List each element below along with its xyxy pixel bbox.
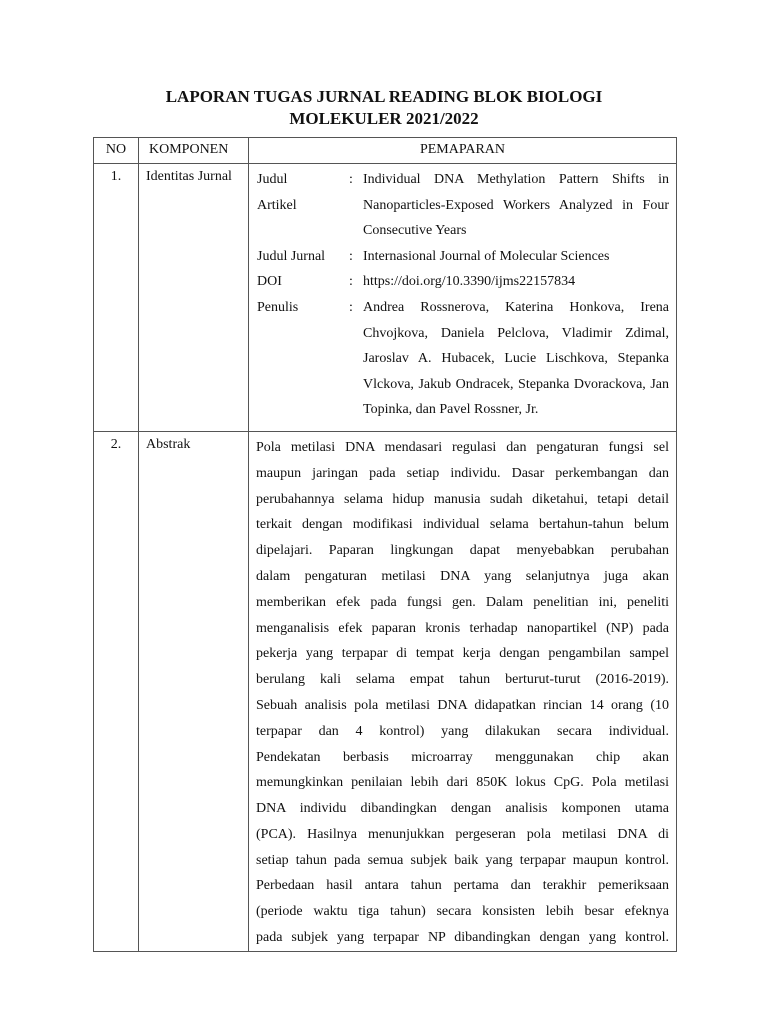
abstract-line: pekerja yang terpapar di tempat kerja dengan pengambilan sampel xyxy=(256,646,669,662)
field-value: https://doi.org/10.3390/ijms22157834 xyxy=(363,274,576,290)
row-komponen: Abstrak xyxy=(139,431,249,951)
abstract-line: terkait dengan modifikasi individual selama bertahun-tahun belum xyxy=(256,517,669,533)
header-no: NO xyxy=(94,138,139,164)
document-title xyxy=(90,86,678,130)
abstract-text xyxy=(249,432,676,951)
report-table xyxy=(93,137,677,952)
field-key: Judul Jurnal xyxy=(257,248,326,264)
abstract-line: perubahannya selama hidup manusia sudah diketahui, tetapi detail xyxy=(256,491,669,507)
abstract-line: memberikan efek pada fungsi gen. Dalam penelitian ini, peneliti xyxy=(256,594,669,610)
abstract-line: pada subjek yang terpapar NP dibandingkan dengan yang kontrol. xyxy=(256,930,669,946)
title-line-1: LAPORAN TUGAS JURNAL READING BLOK BIOLOGI xyxy=(165,87,603,106)
abstract-cell xyxy=(249,431,677,951)
abstract-line: (periode waktu tiga tahun) secara konsisten lebih besar efeknya xyxy=(256,904,669,920)
title-line-2: MOLEKULER 2021/2022 xyxy=(289,109,479,128)
header-pemaparan: PEMAPARAN xyxy=(249,138,677,164)
field-judul-artikel xyxy=(257,167,669,244)
field-doi xyxy=(257,269,669,295)
abstract-line: setiap tahun pada semua subjek baik yang terpapar maupun kontrol. xyxy=(256,852,669,868)
table-row xyxy=(94,431,677,951)
identity-cell xyxy=(249,164,677,432)
field-key: Penulis xyxy=(257,299,299,315)
table-header-row xyxy=(94,138,677,164)
abstract-line: Perbedaan hasil antara tahun pertama dan terakhir pemeriksaan xyxy=(256,878,669,894)
abstract-line: DNA individu dibandingkan dengan analisis komponen utama xyxy=(256,801,669,817)
abstract-line: dipelajari. Paparan lingkungan dapat menyebabkan perubahan xyxy=(256,543,669,559)
field-colon: : xyxy=(349,274,353,290)
field-value: Individual DNA Methylation Pattern Shifts in Nanoparticles-Exposed Workers Analyzed in Four Consecutive Years xyxy=(363,172,669,239)
abstract-line: menganalisis efek paparan kronis terhadap nanopartikel (NP) pada xyxy=(256,620,669,636)
field-value: Andrea Rossnerova, Katerina Honkova, Irena Chvojkova, Daniela Pelclova, Vladimir Zdimal, Jaroslav A. Hubacek, Lucie Lischkova, Stepanka Vlckova, Jakub Ondracek, Stepanka Dvorackova, Jan Topinka, dan Pavel Rossner, Jr. xyxy=(363,299,669,418)
abstract-line: dalam pengaturan metilasi DNA yang selanjutnya juga akan xyxy=(256,568,669,584)
row-number: 2. xyxy=(94,431,139,951)
abstract-line: terpapar dan 4 kontrol) yang dilakukan secara individual. xyxy=(256,723,669,739)
row-number: 1. xyxy=(94,164,139,432)
field-value: Internasional Journal of Molecular Sciences xyxy=(363,248,610,264)
field-key: DOI xyxy=(257,274,282,290)
row-komponen: Identitas Jurnal xyxy=(139,164,249,432)
header-komponen: KOMPONEN xyxy=(139,138,249,164)
field-judul-jurnal xyxy=(257,244,669,270)
abstract-line: maupun jaringan pada setiap individu. Dasar perkembangan dan xyxy=(256,465,669,481)
abstract-line: memungkinkan penilaian lebih dari 850K lokus CpG. Pola metilasi xyxy=(256,775,669,791)
field-colon: : xyxy=(349,248,353,264)
field-key: Judul Artikel xyxy=(257,172,297,213)
field-colon: : xyxy=(349,172,353,187)
table-row xyxy=(94,164,677,432)
abstract-line: berulang kali selama empat tahun berturut-turut (2016-2019). xyxy=(256,672,669,688)
abstract-line: Pola metilasi DNA mendasari regulasi dan pengaturan fungsi sel xyxy=(256,439,669,455)
abstract-line: Pendekatan berbasis microarray menggunakan chip akan xyxy=(256,749,669,765)
abstract-line: (PCA). Hasilnya menunjukkan pergeseran pola metilasi DNA di xyxy=(256,826,669,842)
abstract-line: Sebuah analisis pola metilasi DNA didapatkan rincian 14 orang (10 xyxy=(256,697,669,713)
field-penulis xyxy=(257,295,669,423)
field-colon: : xyxy=(349,299,353,315)
